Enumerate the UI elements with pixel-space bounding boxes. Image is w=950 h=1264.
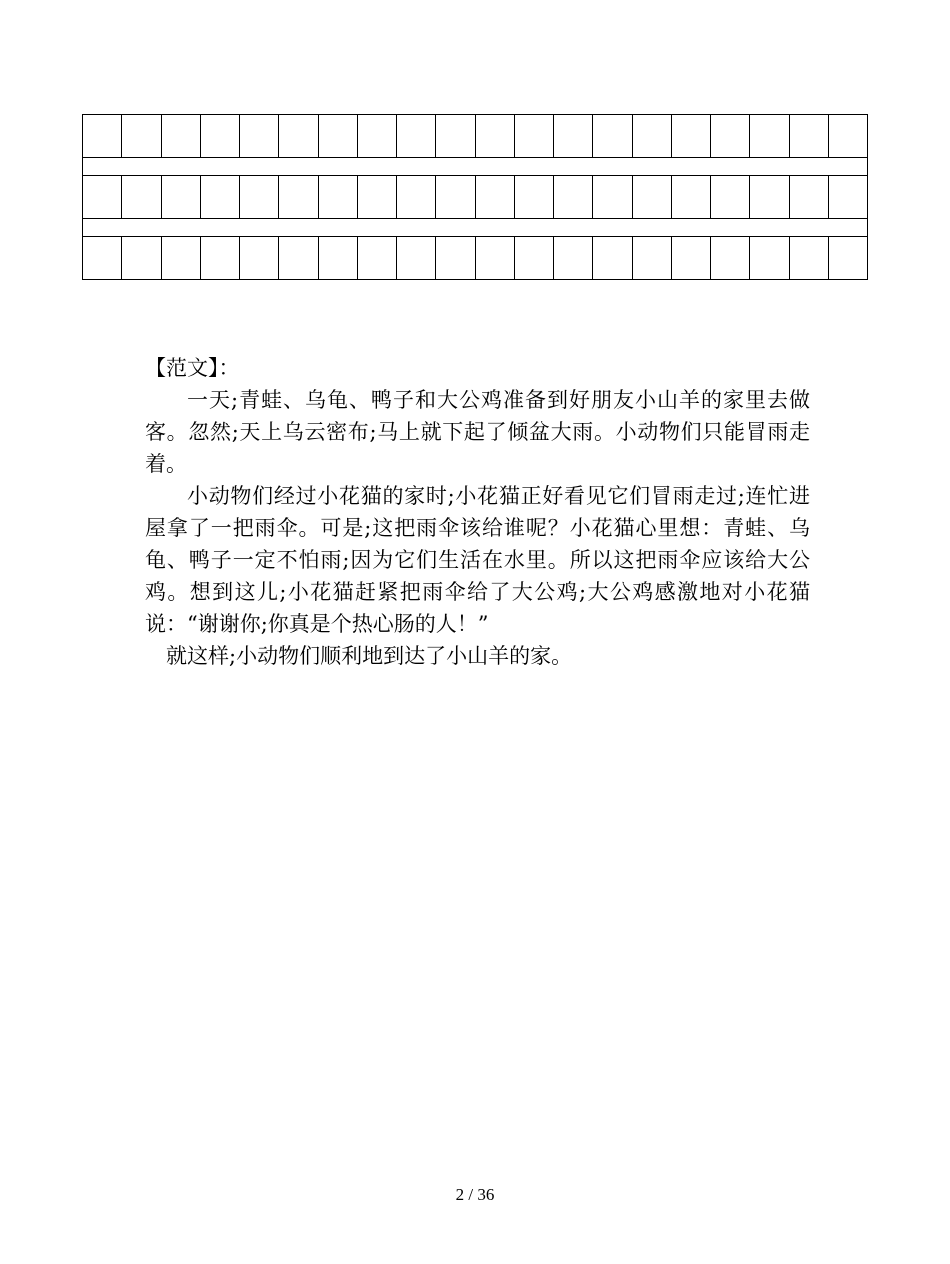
grid-cell	[240, 237, 279, 279]
grid-row-2	[83, 176, 868, 219]
grid-cell	[436, 115, 475, 157]
grid-cell	[593, 176, 632, 218]
page-number: 2 / 36	[455, 1185, 495, 1204]
grid-cell	[633, 176, 672, 218]
grid-cell	[476, 115, 515, 157]
grid-cell	[436, 237, 475, 279]
grid-cell	[279, 115, 318, 157]
grid-cell	[358, 115, 397, 157]
grid-cell	[201, 115, 240, 157]
grid-cell	[162, 237, 201, 279]
grid-cell	[476, 237, 515, 279]
grid-cell	[201, 237, 240, 279]
grid-cell	[319, 237, 358, 279]
model-essay	[145, 352, 810, 672]
grid-cell	[633, 115, 672, 157]
grid-cell	[122, 115, 161, 157]
grid-cell	[711, 237, 750, 279]
grid-cell	[711, 115, 750, 157]
grid-cell	[750, 176, 789, 218]
grid-cell	[201, 176, 240, 218]
grid-cell	[358, 176, 397, 218]
grid-row-3	[83, 237, 868, 280]
grid-cell	[476, 176, 515, 218]
grid-row-1	[83, 115, 868, 158]
grid-cell	[397, 115, 436, 157]
grid-cell	[750, 115, 789, 157]
grid-cell	[319, 115, 358, 157]
grid-cell	[593, 115, 632, 157]
essay-paragraph-3: 就这样;小动物们顺利地到达了小山羊的家。	[166, 644, 573, 668]
grid-cell	[593, 237, 632, 279]
grid-cell	[515, 115, 554, 157]
grid-cell	[162, 115, 201, 157]
grid-cell	[83, 176, 122, 218]
grid-cell	[397, 237, 436, 279]
grid-cell	[240, 176, 279, 218]
grid-cell	[279, 237, 318, 279]
grid-cell	[319, 176, 358, 218]
grid-cell	[554, 237, 593, 279]
grid-cell	[829, 237, 868, 279]
grid-cell	[790, 115, 829, 157]
writing-grid	[82, 114, 868, 280]
grid-cell	[515, 237, 554, 279]
grid-cell	[83, 237, 122, 279]
grid-cell	[829, 176, 868, 218]
grid-cell	[750, 237, 789, 279]
grid-cell	[279, 176, 318, 218]
grid-cell	[672, 237, 711, 279]
grid-cell	[790, 237, 829, 279]
grid-cell	[554, 176, 593, 218]
grid-cell	[672, 176, 711, 218]
grid-cell	[829, 115, 868, 157]
essay-paragraph-2: 小动物们经过小花猫的家时;小花猫正好看见它们冒雨走过;连忙进屋拿了一把雨伞。可是;这把雨伞该给谁呢？小花猫心里想：青蛙、乌龟、鸭子一定不怕雨;因为它们生活在水里。所以这把雨伞应该给大公鸡。想到这儿;小花猫赶紧把雨伞给了大公鸡;大公鸡感激地对小花猫说：“谢谢你;你真是个热心肠的人！”	[145, 484, 810, 636]
essay-heading: 【范文】：	[145, 356, 240, 380]
grid-cell	[358, 237, 397, 279]
grid-cell	[397, 176, 436, 218]
grid-cell	[633, 237, 672, 279]
grid-cell	[122, 176, 161, 218]
grid-cell	[554, 115, 593, 157]
grid-spacer	[83, 219, 868, 237]
grid-spacer	[83, 158, 868, 176]
grid-cell	[240, 115, 279, 157]
grid-cell	[436, 176, 475, 218]
grid-cell	[711, 176, 750, 218]
grid-cell	[790, 176, 829, 218]
essay-paragraph-1: 一天;青蛙、乌龟、鸭子和大公鸡准备到好朋友小山羊的家里去做客。忽然;天上乌云密布;马上就下起了倾盆大雨。小动物们只能冒雨走着。	[145, 388, 810, 476]
grid-cell	[122, 237, 161, 279]
grid-cell	[162, 176, 201, 218]
grid-cell	[515, 176, 554, 218]
grid-cell	[672, 115, 711, 157]
grid-cell	[83, 115, 122, 157]
